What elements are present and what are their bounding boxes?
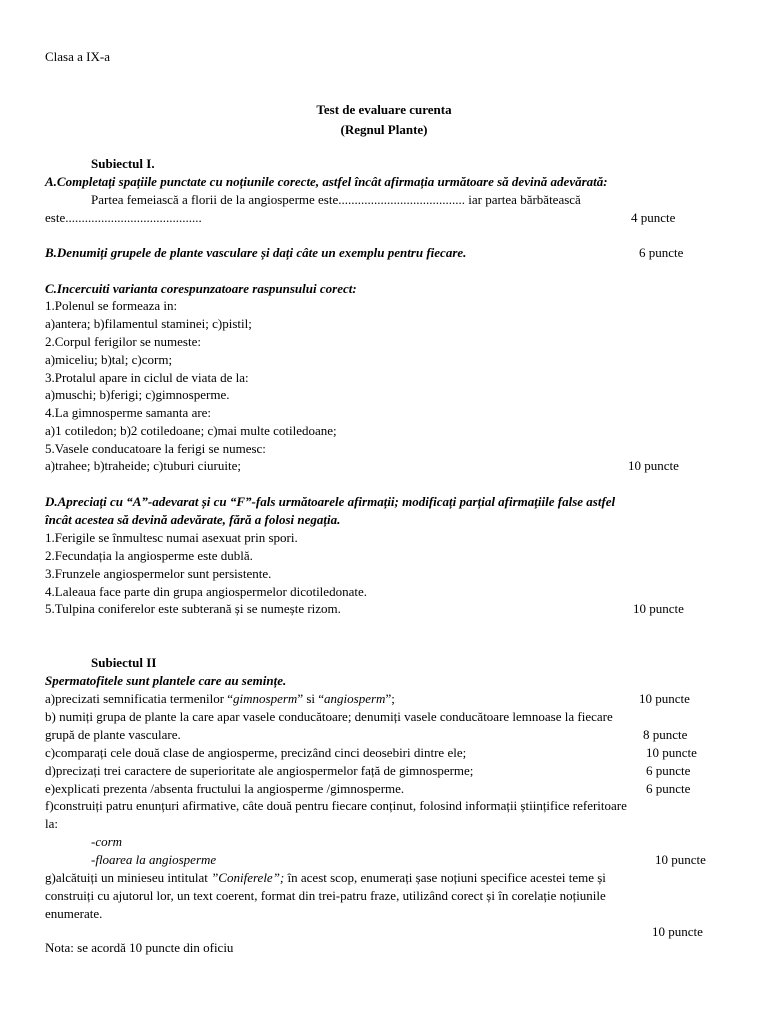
section-c-line: a)trahee; b)traheide; c)tuburi ciuruite; — [45, 458, 241, 473]
section-c-line: 3.Protalul apare in ciclul de viata de la: — [45, 370, 249, 385]
section-c-line: a)miceliu; b)tal; c)corm; — [45, 352, 173, 367]
item-g-line-3: enumerate. — [45, 906, 103, 921]
section-a-instruction: A.Completați spațiile punctate cu noțiunile corecte, astfel încât afirmația următoare să devină adevărată: — [45, 174, 608, 189]
item-f-floarea: -floarea la angiosperme — [91, 852, 217, 867]
section-c-line: a)1 cotiledon; b)2 cotiledoane; c)mai multe cotiledoane; — [45, 423, 337, 438]
item-f-line-2: la: — [45, 816, 58, 831]
section-d-instruction-2: încât acestea să devină adevărate, fără a folosi negația. — [45, 512, 341, 527]
section-d-line: 2.Fecundația la angiosperme este dublă. — [45, 548, 253, 563]
section-c-instruction: C.Incercuiti varianta corespunzatoare raspunsului corect: — [45, 281, 357, 296]
section-c-points: 10 puncte — [628, 458, 679, 473]
section-c-line: 4.La gimnosperme samanta are: — [45, 405, 212, 420]
subject-2-intro: Spermatofitele sunt plantele care au semințe. — [45, 673, 287, 688]
section-c-line: a)muschi; b)ferigi; c)gimnosperme. — [45, 387, 230, 402]
section-b-instruction: B.Denumiți grupele de plante vasculare și dați câte un exemplu pentru fiecare. — [45, 245, 467, 260]
item-a-line — [45, 690, 395, 707]
test-subtitle: (Regnul Plante) — [340, 122, 428, 137]
section-d-line: 5.Tulpina coniferelor este subterană și se numește rizom. — [45, 601, 341, 616]
item-b-line-1: b) numiți grupa de plante la care apar vasele conducătoare; denumiți vasele conducătoare lemnoase la fiecare — [45, 709, 613, 724]
item-g-points: 10 puncte — [652, 924, 703, 939]
section-a-line-1: Partea femeiască a florii de la angiosperme este....................................... iar partea bărbătească — [91, 192, 581, 207]
section-c-line: a)antera; b)filamentul staminei; c)pistil; — [45, 316, 252, 331]
section-c-line: 1.Polenul se formeaza in: — [45, 298, 178, 313]
section-d-line: 4.Laleaua face parte din grupa angiospermelor dicotiledonate. — [45, 584, 367, 599]
section-b-points: 6 puncte — [639, 245, 684, 260]
item-a-suffix: ”; — [385, 691, 395, 706]
subject-2-heading: Subiectul II — [91, 655, 157, 670]
item-g-line-1 — [45, 869, 606, 886]
test-title: Test de evaluare curenta — [316, 102, 452, 117]
section-d-points: 10 puncte — [633, 601, 684, 616]
item-e-points: 6 puncte — [646, 781, 691, 796]
term-angiosperm: angiosperm — [324, 691, 386, 706]
term-gimnosperm: gimnosperm — [233, 691, 298, 706]
footer-note: Nota: se acordă 10 puncte din oficiu — [45, 940, 234, 955]
item-b-points: 8 puncte — [643, 727, 688, 742]
item-g-title: ”Coniferele”; — [211, 870, 285, 885]
section-d-line: 3.Frunzele angiospermelor sunt persistente. — [45, 566, 272, 581]
item-d-line: d)precizați trei caractere de superioritate ale angiospermelor față de gimnosperme; — [45, 763, 474, 778]
item-a-points: 10 puncte — [639, 691, 690, 706]
section-d-instruction-1: D.Apreciați cu “A”-adevarat și cu “F”-fals următoarele afirmații; modificați parțial afirmațiile false astfel — [45, 494, 616, 509]
item-g-prefix: g)alcătuiți un minieseu intitulat — [45, 870, 212, 885]
item-g-suffix: în acest scop, enumerați șase noțiuni specifice acestei teme și — [284, 870, 606, 885]
item-c-line: c)comparați cele două clase de angiosperme, precizând cinci deosebiri dintre ele; — [45, 745, 467, 760]
section-a-line-2: este.......................................... — [45, 210, 202, 225]
section-a-points: 4 puncte — [631, 210, 676, 225]
class-label: Clasa a IX-a — [45, 49, 110, 64]
section-c-line: 5.Vasele conducatoare la ferigi se numesc: — [45, 441, 266, 456]
item-b-line-2: grupă de plante vasculare. — [45, 727, 181, 742]
item-a-mid: ” si “ — [297, 691, 325, 706]
section-d-line: 1.Ferigile se înmultesc numai asexuat prin spori. — [45, 530, 298, 545]
item-e-line: e)explicati prezenta /absenta fructului la angiosperme /gimnosperme. — [45, 781, 405, 796]
item-a-prefix: a)precizati semnificatia termenilor “ — [45, 691, 234, 706]
item-g-line-2: construiți cu ajutorul lor, un text coerent, format din trei-patru fraze, utilizând corect și în corelație noțiunile — [45, 888, 606, 903]
item-d-points: 6 puncte — [646, 763, 691, 778]
item-c-points: 10 puncte — [646, 745, 697, 760]
item-f-points: 10 puncte — [655, 852, 706, 867]
item-f-corm: -corm — [91, 834, 123, 849]
item-f-line-1: f)construiți patru enunțuri afirmative, câte două pentru fiecare conținut, folosind informații științifice referitoare — [45, 798, 627, 813]
section-c-line: 2.Corpul ferigilor se numeste: — [45, 334, 201, 349]
subject-1-heading: Subiectul I. — [91, 156, 155, 171]
